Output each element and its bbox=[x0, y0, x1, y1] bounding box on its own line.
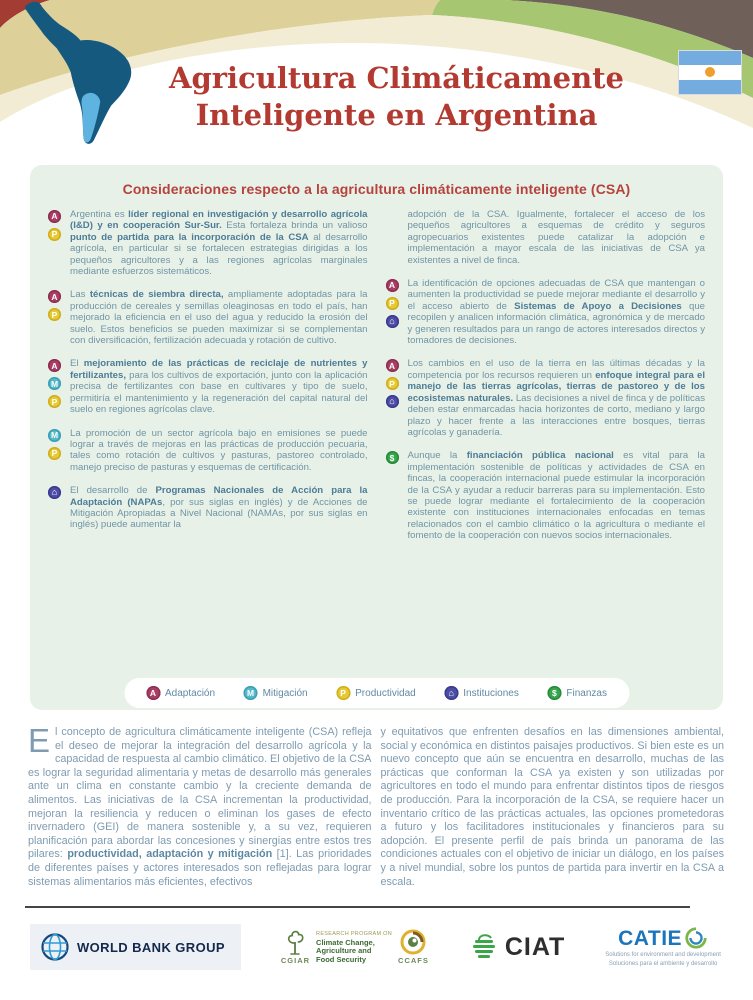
intro-left-text: l concepto de agricultura climáticamente inteligente (CSA) refleja el deseo de mejorar la integración del desarrollo agrícola y la capacidad de respuesta al cambio climático. El objetivo de la CSA es lograr la seguridad alimentaria y metas de desarrollo más generales ante un clima en constante cambio y la creciente demanda de alimentos. Las iniciativas de la CSA incrementan la productividad, mejoran la resiliencia y reducen o eliminan los gases de efecto invernadero (GEI) de manera sostenible y, a su vez, requieren planificación para abordar las concesiones y sinergias entre estos tres pilares: productividad, adaptación y mitigación [1]. Las prioridades de diferentes países y actores interesados son reflejadas para lograr sistemas alimentarios más eficientes, efectivos bbox=[28, 726, 372, 888]
panel-column-right bbox=[386, 209, 706, 554]
catie-tagline2: Soluciones para el ambiente y desarrollo bbox=[608, 961, 718, 968]
legend-label: Adaptación bbox=[165, 687, 216, 699]
catie-logo bbox=[605, 926, 721, 968]
bullet-text: Argentina es líder regional en investigación y desarrollo agrícola (I&D) y en cooperación Sur-Sur. Esta fortaleza brinda un valioso punto de partida para la incorporación de la CSA al desarrollo agrícola, en particular si se fortalecen estrategias dirigidas a los pequeños agricultores y a las regiones agrícolas marginales mediante esfuerzos sistemáticos. bbox=[70, 209, 368, 278]
ccafs-logo bbox=[398, 929, 429, 965]
adaptation-icon: A bbox=[386, 279, 399, 292]
legend-label: Finanzas bbox=[566, 687, 607, 699]
catie-tagline1: Solutions for environment and development bbox=[605, 952, 721, 959]
legend-item bbox=[244, 686, 308, 700]
bullet-item bbox=[386, 209, 706, 266]
bullet-icons bbox=[48, 289, 63, 346]
bullet-icons bbox=[386, 209, 401, 266]
legend-label: Mitigación bbox=[262, 687, 308, 699]
catie-label: CATIE bbox=[618, 926, 683, 950]
ciat-logo bbox=[469, 932, 565, 962]
ccafs-circle-icon bbox=[400, 929, 426, 955]
intro-paragraph-left bbox=[28, 722, 372, 889]
flag-stripe-middle bbox=[679, 65, 741, 79]
productivity-icon: P bbox=[386, 297, 399, 310]
considerations-panel bbox=[30, 165, 723, 710]
bullet-icons bbox=[48, 485, 63, 531]
bullet-text: La promoción de un sector agrícola bajo en emisiones se puede lograr a través de mejoras en las prácticas de producción pecuaria, tales como rotación de cultivos y pasturas, pastoreo controlado, manejo preciso de pasturas y esquemas de certificación. bbox=[70, 427, 368, 473]
bullet-item bbox=[48, 485, 368, 531]
mitigation-icon: M bbox=[48, 377, 61, 390]
dropcap: E bbox=[28, 722, 51, 759]
bullet-text: El mejoramiento de las prácticas de reciclaje de nutrientes y fertilizantes, para los cultivos de exportación, junto con la aplicación precisa de fertilizantes con base en cultivares y tipo de suelo, permitiría el mantenimiento y la regeneración del capital natural del suelo en regiones agrícolas clave. bbox=[70, 358, 368, 416]
tree-icon bbox=[283, 929, 307, 955]
ciat-label: CIAT bbox=[504, 932, 566, 961]
bullet-item bbox=[386, 450, 706, 541]
institutions-icon: ⌂ bbox=[444, 686, 458, 700]
ccafs-program-line1: Climate Change, bbox=[316, 937, 375, 947]
bullet-icons bbox=[48, 358, 63, 415]
page-title bbox=[118, 60, 675, 134]
legend-item bbox=[444, 686, 519, 700]
legend-label: Productividad bbox=[355, 687, 416, 699]
legend bbox=[124, 678, 629, 708]
legend-item bbox=[336, 686, 416, 700]
legend-item bbox=[146, 686, 215, 700]
bullet-item bbox=[48, 289, 368, 346]
productivity-icon: P bbox=[48, 308, 61, 321]
institutions-icon: ⌂ bbox=[386, 315, 399, 328]
bullet-text: Los cambios en el uso de la tierra en las últimas décadas y la competencia por los recursos requieren un enfoque integral para el manejo de las tierras agrícolas, tierras de pastoreo y de los ecosistemas naturales. Las decisiones a nivel de finca y de políticas deben estar enmarcadas hacia horizontes de corto, mediano y largo plazo y hacer frente a las interacciones entre bosques, tierras agrícolas y ganadería. bbox=[407, 358, 705, 438]
catie-swirl-icon bbox=[684, 926, 708, 950]
bullet-text: La identificación de opciones adecuadas de CSA que mantengan o aumenten la productividad se puede mejorar mediante el desarrollo y el acceso abierto de Sistemas de Apoyo a Decisiones que recopilen y analicen información climática, agronómica y de mercado y generen resultados para un rango de actores interesados directos y tomadores de decisiones. bbox=[407, 278, 705, 347]
footer-logos bbox=[30, 920, 721, 974]
page-title-line1: Agricultura Climáticamente bbox=[169, 61, 624, 95]
intro-section bbox=[28, 722, 724, 889]
panel-title: Consideraciones respecto a la agricultura climáticamente inteligente (CSA) bbox=[122, 181, 631, 197]
ccafs-program-line3: Food Security bbox=[316, 954, 367, 964]
mitigation-icon: M bbox=[244, 686, 258, 700]
ccafs-program-line2: Agriculture and bbox=[316, 946, 372, 956]
adaptation-icon: A bbox=[146, 686, 160, 700]
finance-icon: $ bbox=[386, 451, 399, 464]
bullet-icons bbox=[48, 209, 63, 277]
globe-icon bbox=[39, 931, 71, 963]
bullet-text: adopción de la CSA. Igualmente, fortalecer el acceso de los pequeños agricultores a esquemas de crédito y seguros agropecuarios existentes puede catalizar la adopción e implementación a mayor escala de las iniciativas de CSA ya existentes a nivel de finca. bbox=[407, 209, 705, 266]
bullet-text: Aunque la financiación pública nacional es vital para la implementación sostenible de políticas y actividades de CSA en fincas, la cooperación internacional puede estimular la incorporación de la CSA y ayudar a reducir barreras para su implementación. Esto se puede lograr mediante el fortalecimiento de la cooperación existente con instituciones internacionales enfocadas en temas relacionados con el cambio climático o la agricultura o mediante el fomento de la cooperación con nuevos socios internacionales. bbox=[407, 450, 706, 542]
bullet-text: Las técnicas de siembra directa, ampliamente adoptadas para la producción de cereales y semillas oleaginosas en todo el país, han mejorado la eficiencia en el uso del agua y reducido la erosión del suelo. Estos beneficios se pueden maximizar si se complementan con diversificación, fertilización adecuada y rotación de cultivo. bbox=[70, 289, 368, 347]
flag-stripe-top bbox=[679, 51, 741, 65]
ccafs-label: CCAFS bbox=[398, 956, 429, 966]
ccafs-program-tiny: RESEARCH PROGRAM ON bbox=[316, 931, 393, 938]
mitigation-icon: M bbox=[48, 429, 61, 442]
productivity-icon: P bbox=[336, 686, 350, 700]
bullet-item bbox=[48, 209, 368, 277]
bullet-text: El desarrollo de Programas Nacionales de Acción para la Adaptación (NAPAs, por sus siglas en inglés) y de Acciones de Mitigación Apropiadas a Nivel Nacional (NAMAs, por sus siglas en inglés) puede aumentar la bbox=[70, 485, 368, 531]
bullet-icons bbox=[48, 428, 63, 474]
institutions-icon: ⌂ bbox=[386, 395, 399, 408]
cgiar-label: CGIAR bbox=[280, 956, 311, 966]
bullet-icons bbox=[386, 358, 401, 438]
productivity-icon: P bbox=[48, 447, 61, 460]
finance-icon: $ bbox=[547, 686, 561, 700]
bullet-item bbox=[386, 358, 706, 438]
bullet-icons bbox=[386, 278, 401, 346]
cgiar-logo bbox=[281, 929, 310, 965]
productivity-icon: P bbox=[48, 395, 61, 408]
panel-columns bbox=[48, 209, 705, 554]
page-title-line2: Inteligente en Argentina bbox=[195, 98, 598, 132]
bullet-item bbox=[48, 358, 368, 415]
world-bank-group-logo bbox=[30, 924, 241, 970]
world-bank-group-label: WORLD BANK GROUP bbox=[77, 939, 225, 955]
bullet-item bbox=[386, 278, 706, 346]
header bbox=[0, 0, 753, 150]
bullet-icons bbox=[386, 450, 401, 541]
legend-item bbox=[547, 686, 607, 700]
adaptation-icon: A bbox=[48, 290, 61, 303]
adaptation-icon: A bbox=[48, 210, 61, 223]
legend-label: Instituciones bbox=[463, 687, 519, 699]
flag-stripe-bottom bbox=[679, 80, 741, 94]
ciat-leaf-icon bbox=[469, 932, 499, 962]
bullet-item bbox=[48, 428, 368, 474]
productivity-icon: P bbox=[48, 228, 61, 241]
panel-column-left bbox=[48, 209, 368, 554]
intro-paragraph-right: y equitativos que enfrenten desafíos en las dimensiones ambiental, social y económica en distintos paisajes productivos. Si bien este es un nuevo concepto que aún se encuentra en desarrollo, muchas de las prácticas que conforman la CSA ya existen y son utilizadas por agricultores en todo el mundo para enfrentar distintos tipos de riesgos de producción. Para la incorporación de la CSA, se requiere hacer un inventario crítico de las prácticas actuales, las opciones prometedoras a futuro y los facilitadores institucionales y financieros para su adopción. El presente perfil de país brinda un panorama de las condiciones actuales con el objetivo de iniciar un diálogo, en los países y a nivel mundial, sobre los puntos de partida para invertir en la CSA a escala. bbox=[380, 726, 724, 888]
argentina-flag bbox=[678, 50, 742, 95]
institutions-icon: ⌂ bbox=[48, 486, 61, 499]
flag-sun-icon bbox=[705, 67, 715, 77]
footer-divider bbox=[25, 906, 690, 908]
productivity-icon: P bbox=[386, 377, 399, 390]
adaptation-icon: A bbox=[48, 359, 61, 372]
ccafs-program-text bbox=[316, 930, 392, 964]
adaptation-icon: A bbox=[386, 359, 399, 372]
